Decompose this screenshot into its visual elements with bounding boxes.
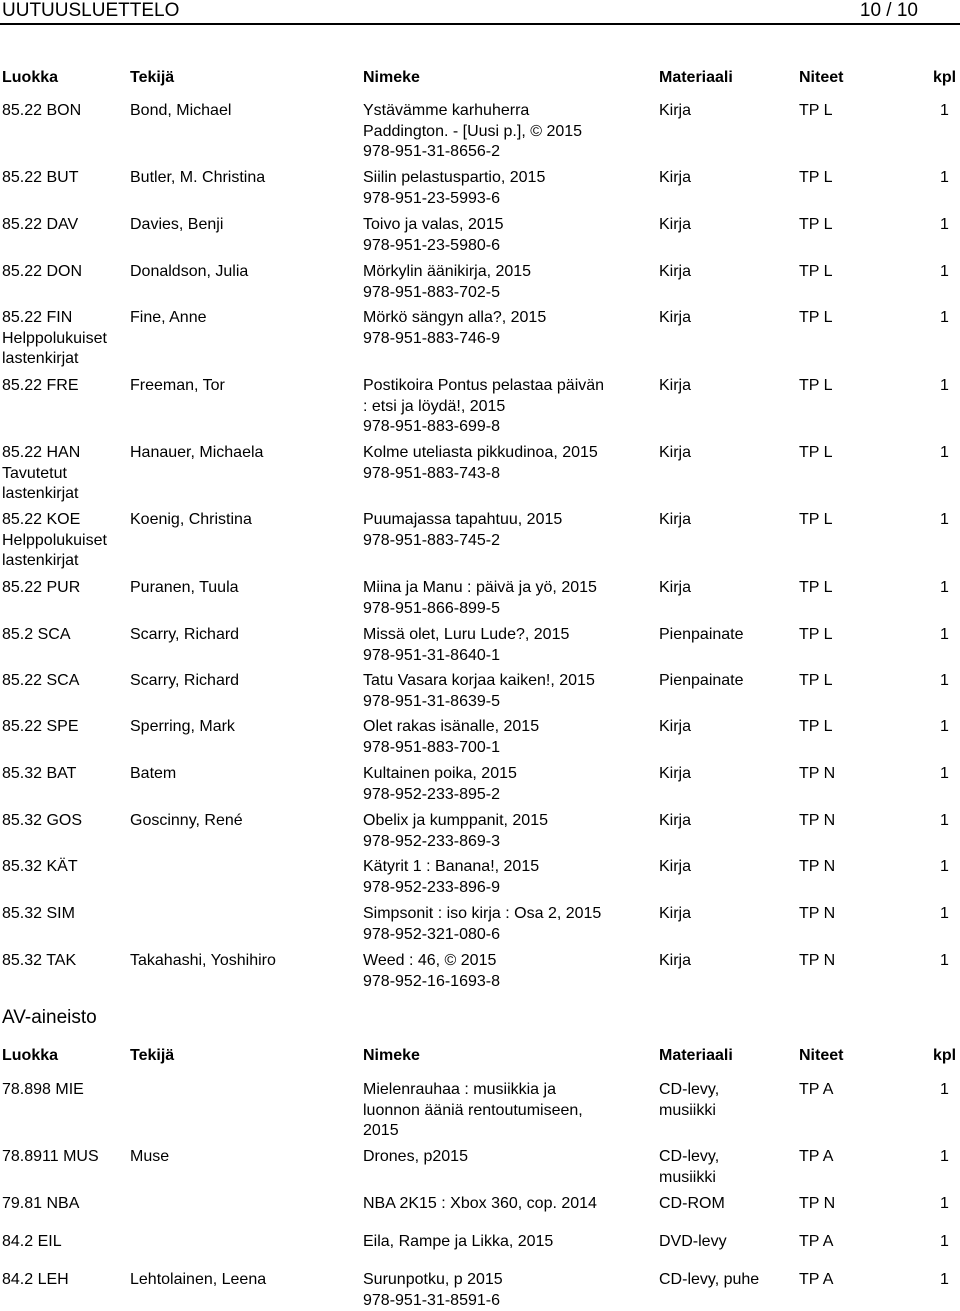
tekija-cell [130,904,358,925]
materiaali-cell-line: CD-levy, [659,1080,797,1101]
nimeke-cell [363,811,653,852]
nimeke-cell-line: 978-951-23-5993-6 [363,189,653,210]
av-col-materiaali-header: Materiaali [659,1046,797,1066]
materiaali-cell [659,101,797,122]
materiaali-cell [659,1080,797,1121]
luokka-cell-line: 85.32 GOS [2,811,128,832]
nimeke-cell-line: 978-951-31-8639-5 [363,692,653,713]
luokka-cell [2,1270,128,1291]
kpl-cell: 1 [940,764,960,785]
luokka-cell [2,811,128,832]
nimeke-cell [363,951,653,992]
nimeke-cell-line: Paddington. - [Uusi p.], © 2015 [363,122,653,143]
nimeke-cell-line: 978-951-31-8640-1 [363,646,653,667]
nimeke-cell-line: Weed : 46, © 2015 [363,951,653,972]
niteet-cell: TP L [799,510,919,531]
tekija-cell-line: Sperring, Mark [130,717,358,738]
av-column-header-row [0,1046,960,1066]
nimeke-cell [363,510,653,551]
nimeke-cell [363,764,653,805]
nimeke-cell-line: Puumajassa tapahtuu, 2015 [363,510,653,531]
luokka-cell-line: Tavutetut [2,464,128,485]
materiaali-cell-line: DVD-levy [659,1232,797,1253]
tekija-cell [130,443,358,464]
kpl-cell: 1 [940,510,960,531]
luokka-cell-line: 85.22 DON [2,262,128,283]
materiaali-cell-line: Kirja [659,262,797,283]
materiaali-cell [659,376,797,397]
nimeke-cell-line: Siilin pelastuspartio, 2015 [363,168,653,189]
kpl-cell: 1 [940,625,960,646]
tekija-cell-line [130,857,358,878]
kpl-cell: 1 [940,1147,960,1168]
nimeke-cell-line: Miina ja Manu : päivä ja yö, 2015 [363,578,653,599]
materiaali-cell-line: Kirja [659,168,797,189]
tekija-cell [130,1080,358,1101]
nimeke-cell [363,308,653,349]
niteet-cell: TP L [799,443,919,464]
luokka-cell [2,308,128,370]
luokka-cell [2,1194,128,1215]
luokka-cell-line: 85.2 SCA [2,625,128,646]
nimeke-cell-line: Toivo ja valas, 2015 [363,215,653,236]
luokka-cell-line: 84.2 EIL [2,1232,128,1253]
col-kpl-header: kpl [933,68,953,88]
luokka-cell-line: 85.32 BAT [2,764,128,785]
luokka-cell [2,215,128,236]
luokka-cell [2,578,128,599]
luokka-cell [2,625,128,646]
materiaali-cell-line: Kirja [659,811,797,832]
nimeke-cell-line: luonnon ääniä rentoutumiseen, [363,1101,653,1122]
tekija-cell-line [130,1232,358,1253]
tekija-cell [130,671,358,692]
materiaali-cell-line: Pienpainate [659,625,797,646]
tekija-cell-line: Takahashi, Yoshihiro [130,951,358,972]
luokka-cell-line: 85.22 SPE [2,717,128,738]
nimeke-cell-line: Tatu Vasara korjaa kaiken!, 2015 [363,671,653,692]
tekija-cell-line: Hanauer, Michaela [130,443,358,464]
col-tekija-header: Tekijä [130,68,358,88]
nimeke-cell [363,578,653,619]
nimeke-cell [363,1232,653,1253]
niteet-cell: TP N [799,1194,919,1215]
kpl-cell: 1 [940,811,960,832]
luokka-cell [2,1232,128,1253]
nimeke-cell-line: 978-951-31-8591-6 [363,1291,653,1311]
page-number: 10 / 10 [860,0,918,22]
nimeke-cell-line: Postikoira Pontus pelastaa päivän [363,376,653,397]
nimeke-cell-line: Mörkö sängyn alla?, 2015 [363,308,653,329]
nimeke-cell [363,101,653,163]
luokka-cell-line: 85.22 PUR [2,578,128,599]
nimeke-cell [363,1270,653,1311]
luokka-cell-line: 79.81 NBA [2,1194,128,1215]
luokka-cell [2,951,128,972]
luokka-cell-line: 85.32 SIM [2,904,128,925]
luokka-cell [2,443,128,505]
luokka-cell [2,764,128,785]
col-niteet-header: Niteet [799,68,919,88]
nimeke-cell-line: 2015 [363,1121,653,1142]
kpl-cell: 1 [940,215,960,236]
luokka-cell-line: Helppolukuiset [2,329,128,350]
nimeke-cell-line: NBA 2K15 : Xbox 360, cop. 2014 [363,1194,653,1215]
materiaali-cell [659,443,797,464]
niteet-cell: TP L [799,308,919,329]
materiaali-cell-line: Kirja [659,951,797,972]
nimeke-cell-line: 978-951-883-745-2 [363,531,653,552]
materiaali-cell-line: Kirja [659,215,797,236]
nimeke-cell [363,443,653,484]
niteet-cell: TP N [799,904,919,925]
materiaali-cell [659,1147,797,1188]
tekija-cell-line: Fine, Anne [130,308,358,329]
nimeke-cell-line: Mörkylin äänikirja, 2015 [363,262,653,283]
nimeke-cell-line: Missä olet, Luru Lude?, 2015 [363,625,653,646]
nimeke-cell [363,1194,653,1215]
tekija-cell [130,951,358,972]
luokka-cell-line: 85.22 FRE [2,376,128,397]
luokka-cell-line: 85.22 FIN [2,308,128,329]
nimeke-cell [363,671,653,712]
niteet-cell: TP L [799,168,919,189]
tekija-cell [130,1194,358,1215]
luokka-cell-line: lastenkirjat [2,349,128,370]
page-title: UUTUUSLUETTELO [2,0,179,22]
av-col-luokka-header: Luokka [2,1046,128,1066]
kpl-cell: 1 [940,1194,960,1215]
tekija-cell [130,717,358,738]
tekija-cell [130,578,358,599]
av-col-kpl-header: kpl [933,1046,953,1066]
tekija-cell [130,168,358,189]
tekija-cell [130,262,358,283]
materiaali-cell [659,811,797,832]
materiaali-cell [659,764,797,785]
tekija-cell-line: Batem [130,764,358,785]
luokka-cell [2,857,128,878]
luokka-cell-line: lastenkirjat [2,551,128,572]
materiaali-cell-line: Kirja [659,376,797,397]
nimeke-cell-line: 978-952-233-896-9 [363,878,653,899]
materiaali-cell-line: Kirja [659,443,797,464]
luokka-cell-line: 85.22 HAN [2,443,128,464]
materiaali-cell-line: musiikki [659,1168,797,1189]
kpl-cell: 1 [940,308,960,329]
tekija-cell-line: Bond, Michael [130,101,358,122]
materiaali-cell [659,168,797,189]
nimeke-cell-line: 978-952-16-1693-8 [363,972,653,993]
materiaali-cell-line: CD-levy, [659,1147,797,1168]
materiaali-cell [659,308,797,329]
nimeke-cell-line: Kolme uteliasta pikkudinoa, 2015 [363,443,653,464]
nimeke-cell-line: Mielenrauhaa : musiikkia ja [363,1080,653,1101]
luokka-cell-line: 85.32 TAK [2,951,128,972]
materiaali-cell-line: Kirja [659,510,797,531]
luokka-cell [2,510,128,572]
tekija-cell-line: Koenig, Christina [130,510,358,531]
luokka-cell [2,1147,128,1168]
materiaali-cell-line: Kirja [659,904,797,925]
nimeke-cell [363,717,653,758]
materiaali-cell-line: musiikki [659,1101,797,1122]
page-header [0,0,960,26]
nimeke-cell-line: Kultainen poika, 2015 [363,764,653,785]
nimeke-cell-line: Surunpotku, p 2015 [363,1270,653,1291]
kpl-cell: 1 [940,904,960,925]
tekija-cell-line [130,1080,358,1101]
tekija-cell-line: Davies, Benji [130,215,358,236]
tekija-cell-line: Donaldson, Julia [130,262,358,283]
niteet-cell: TP N [799,857,919,878]
kpl-cell: 1 [940,1270,960,1291]
materiaali-cell [659,904,797,925]
tekija-cell [130,101,358,122]
nimeke-cell-line: 978-951-883-700-1 [363,738,653,759]
kpl-cell: 1 [940,1080,960,1101]
nimeke-cell-line: 978-951-23-5980-6 [363,236,653,257]
col-luokka-header: Luokka [2,68,128,88]
nimeke-cell-line: Ystävämme karhuherra [363,101,653,122]
tekija-cell-line: Freeman, Tor [130,376,358,397]
nimeke-cell-line: Obelix ja kumppanit, 2015 [363,811,653,832]
kpl-cell: 1 [940,671,960,692]
niteet-cell: TP A [799,1232,919,1253]
tekija-cell-line: Goscinny, René [130,811,358,832]
nimeke-cell-line: 978-952-321-080-6 [363,925,653,946]
nimeke-cell-line: Kätyrit 1 : Banana!, 2015 [363,857,653,878]
header-rule [0,23,960,25]
tekija-cell-line [130,904,358,925]
tekija-cell-line: Muse [130,1147,358,1168]
materiaali-cell-line: Kirja [659,308,797,329]
nimeke-cell [363,215,653,256]
niteet-cell: TP L [799,376,919,397]
luokka-cell [2,168,128,189]
materiaali-cell [659,1194,797,1215]
nimeke-cell [363,625,653,666]
materiaali-cell [659,951,797,972]
luokka-cell-line: 84.2 LEH [2,1270,128,1291]
nimeke-cell-line: Olet rakas isänalle, 2015 [363,717,653,738]
materiaali-cell [659,857,797,878]
luokka-cell [2,101,128,122]
luokka-cell-line: 78.8911 MUS [2,1147,128,1168]
nimeke-cell [363,168,653,209]
nimeke-cell-line: 978-951-883-746-9 [363,329,653,350]
tekija-cell [130,308,358,329]
av-col-niteet-header: Niteet [799,1046,919,1066]
tekija-cell [130,510,358,531]
tekija-cell [130,376,358,397]
niteet-cell: TP L [799,578,919,599]
niteet-cell: TP A [799,1147,919,1168]
nimeke-cell-line: 978-952-233-895-2 [363,785,653,806]
materiaali-cell-line: Kirja [659,717,797,738]
niteet-cell: TP A [799,1270,919,1291]
niteet-cell: TP A [799,1080,919,1101]
nimeke-cell [363,1080,653,1142]
tekija-cell-line: Lehtolainen, Leena [130,1270,358,1291]
luokka-cell [2,671,128,692]
materiaali-cell-line: Kirja [659,101,797,122]
luokka-cell [2,262,128,283]
nimeke-cell [363,1147,653,1168]
materiaali-cell [659,671,797,692]
niteet-cell: TP N [799,764,919,785]
niteet-cell: TP L [799,625,919,646]
materiaali-cell [659,510,797,531]
column-header-row [0,68,960,88]
tekija-cell [130,1270,358,1291]
luokka-cell [2,717,128,738]
luokka-cell [2,1080,128,1101]
kpl-cell: 1 [940,951,960,972]
nimeke-cell [363,857,653,898]
nimeke-cell-line: Simpsonit : iso kirja : Osa 2, 2015 [363,904,653,925]
tekija-cell [130,625,358,646]
niteet-cell: TP L [799,262,919,283]
tekija-cell [130,215,358,236]
col-materiaali-header: Materiaali [659,68,797,88]
materiaali-cell [659,1270,797,1291]
section-title-av: AV-aineisto [2,1007,97,1029]
nimeke-cell-line: : etsi ja löydä!, 2015 [363,397,653,418]
luokka-cell [2,904,128,925]
tekija-cell-line: Butler, M. Christina [130,168,358,189]
kpl-cell: 1 [940,578,960,599]
materiaali-cell-line: Pienpainate [659,671,797,692]
nimeke-cell-line: Eila, Rampe ja Likka, 2015 [363,1232,653,1253]
kpl-cell: 1 [940,168,960,189]
materiaali-cell-line: Kirja [659,857,797,878]
luokka-cell-line: 85.22 DAV [2,215,128,236]
tekija-cell-line: Scarry, Richard [130,671,358,692]
luokka-cell [2,376,128,397]
materiaali-cell [659,625,797,646]
luokka-cell-line: 85.22 BON [2,101,128,122]
kpl-cell: 1 [940,262,960,283]
materiaali-cell [659,215,797,236]
niteet-cell: TP N [799,811,919,832]
niteet-cell: TP L [799,717,919,738]
nimeke-cell-line: 978-951-31-8656-2 [363,142,653,163]
materiaali-cell [659,578,797,599]
luokka-cell-line: Helppolukuiset [2,531,128,552]
kpl-cell: 1 [940,717,960,738]
kpl-cell: 1 [940,376,960,397]
tekija-cell [130,1232,358,1253]
tekija-cell [130,1147,358,1168]
materiaali-cell-line: CD-ROM [659,1194,797,1215]
luokka-cell-line: 85.32 KÄT [2,857,128,878]
luokka-cell-line: 85.22 SCA [2,671,128,692]
tekija-cell-line: Puranen, Tuula [130,578,358,599]
nimeke-cell-line: 978-951-883-699-8 [363,417,653,438]
luokka-cell-line: 78.898 MIE [2,1080,128,1101]
kpl-cell: 1 [940,1232,960,1253]
kpl-cell: 1 [940,857,960,878]
av-col-tekija-header: Tekijä [130,1046,358,1066]
luokka-cell-line: lastenkirjat [2,484,128,505]
av-col-nimeke-header: Nimeke [363,1046,653,1066]
nimeke-cell [363,904,653,945]
niteet-cell: TP L [799,101,919,122]
nimeke-cell-line: 978-951-883-702-5 [363,283,653,304]
materiaali-cell [659,1232,797,1253]
tekija-cell [130,764,358,785]
tekija-cell [130,811,358,832]
niteet-cell: TP L [799,671,919,692]
tekija-cell-line [130,1194,358,1215]
materiaali-cell [659,717,797,738]
materiaali-cell-line: Kirja [659,578,797,599]
kpl-cell: 1 [940,101,960,122]
col-nimeke-header: Nimeke [363,68,653,88]
nimeke-cell-line: 978-951-883-743-8 [363,464,653,485]
materiaali-cell-line: CD-levy, puhe [659,1270,797,1291]
nimeke-cell [363,376,653,438]
nimeke-cell-line: 978-951-866-899-5 [363,599,653,620]
materiaali-cell-line: Kirja [659,764,797,785]
niteet-cell: TP L [799,215,919,236]
nimeke-cell [363,262,653,303]
tekija-cell-line: Scarry, Richard [130,625,358,646]
niteet-cell: TP N [799,951,919,972]
kpl-cell: 1 [940,443,960,464]
luokka-cell-line: 85.22 KOE [2,510,128,531]
tekija-cell [130,857,358,878]
nimeke-cell-line: 978-952-233-869-3 [363,832,653,853]
nimeke-cell-line: Drones, p2015 [363,1147,653,1168]
luokka-cell-line: 85.22 BUT [2,168,128,189]
materiaali-cell [659,262,797,283]
